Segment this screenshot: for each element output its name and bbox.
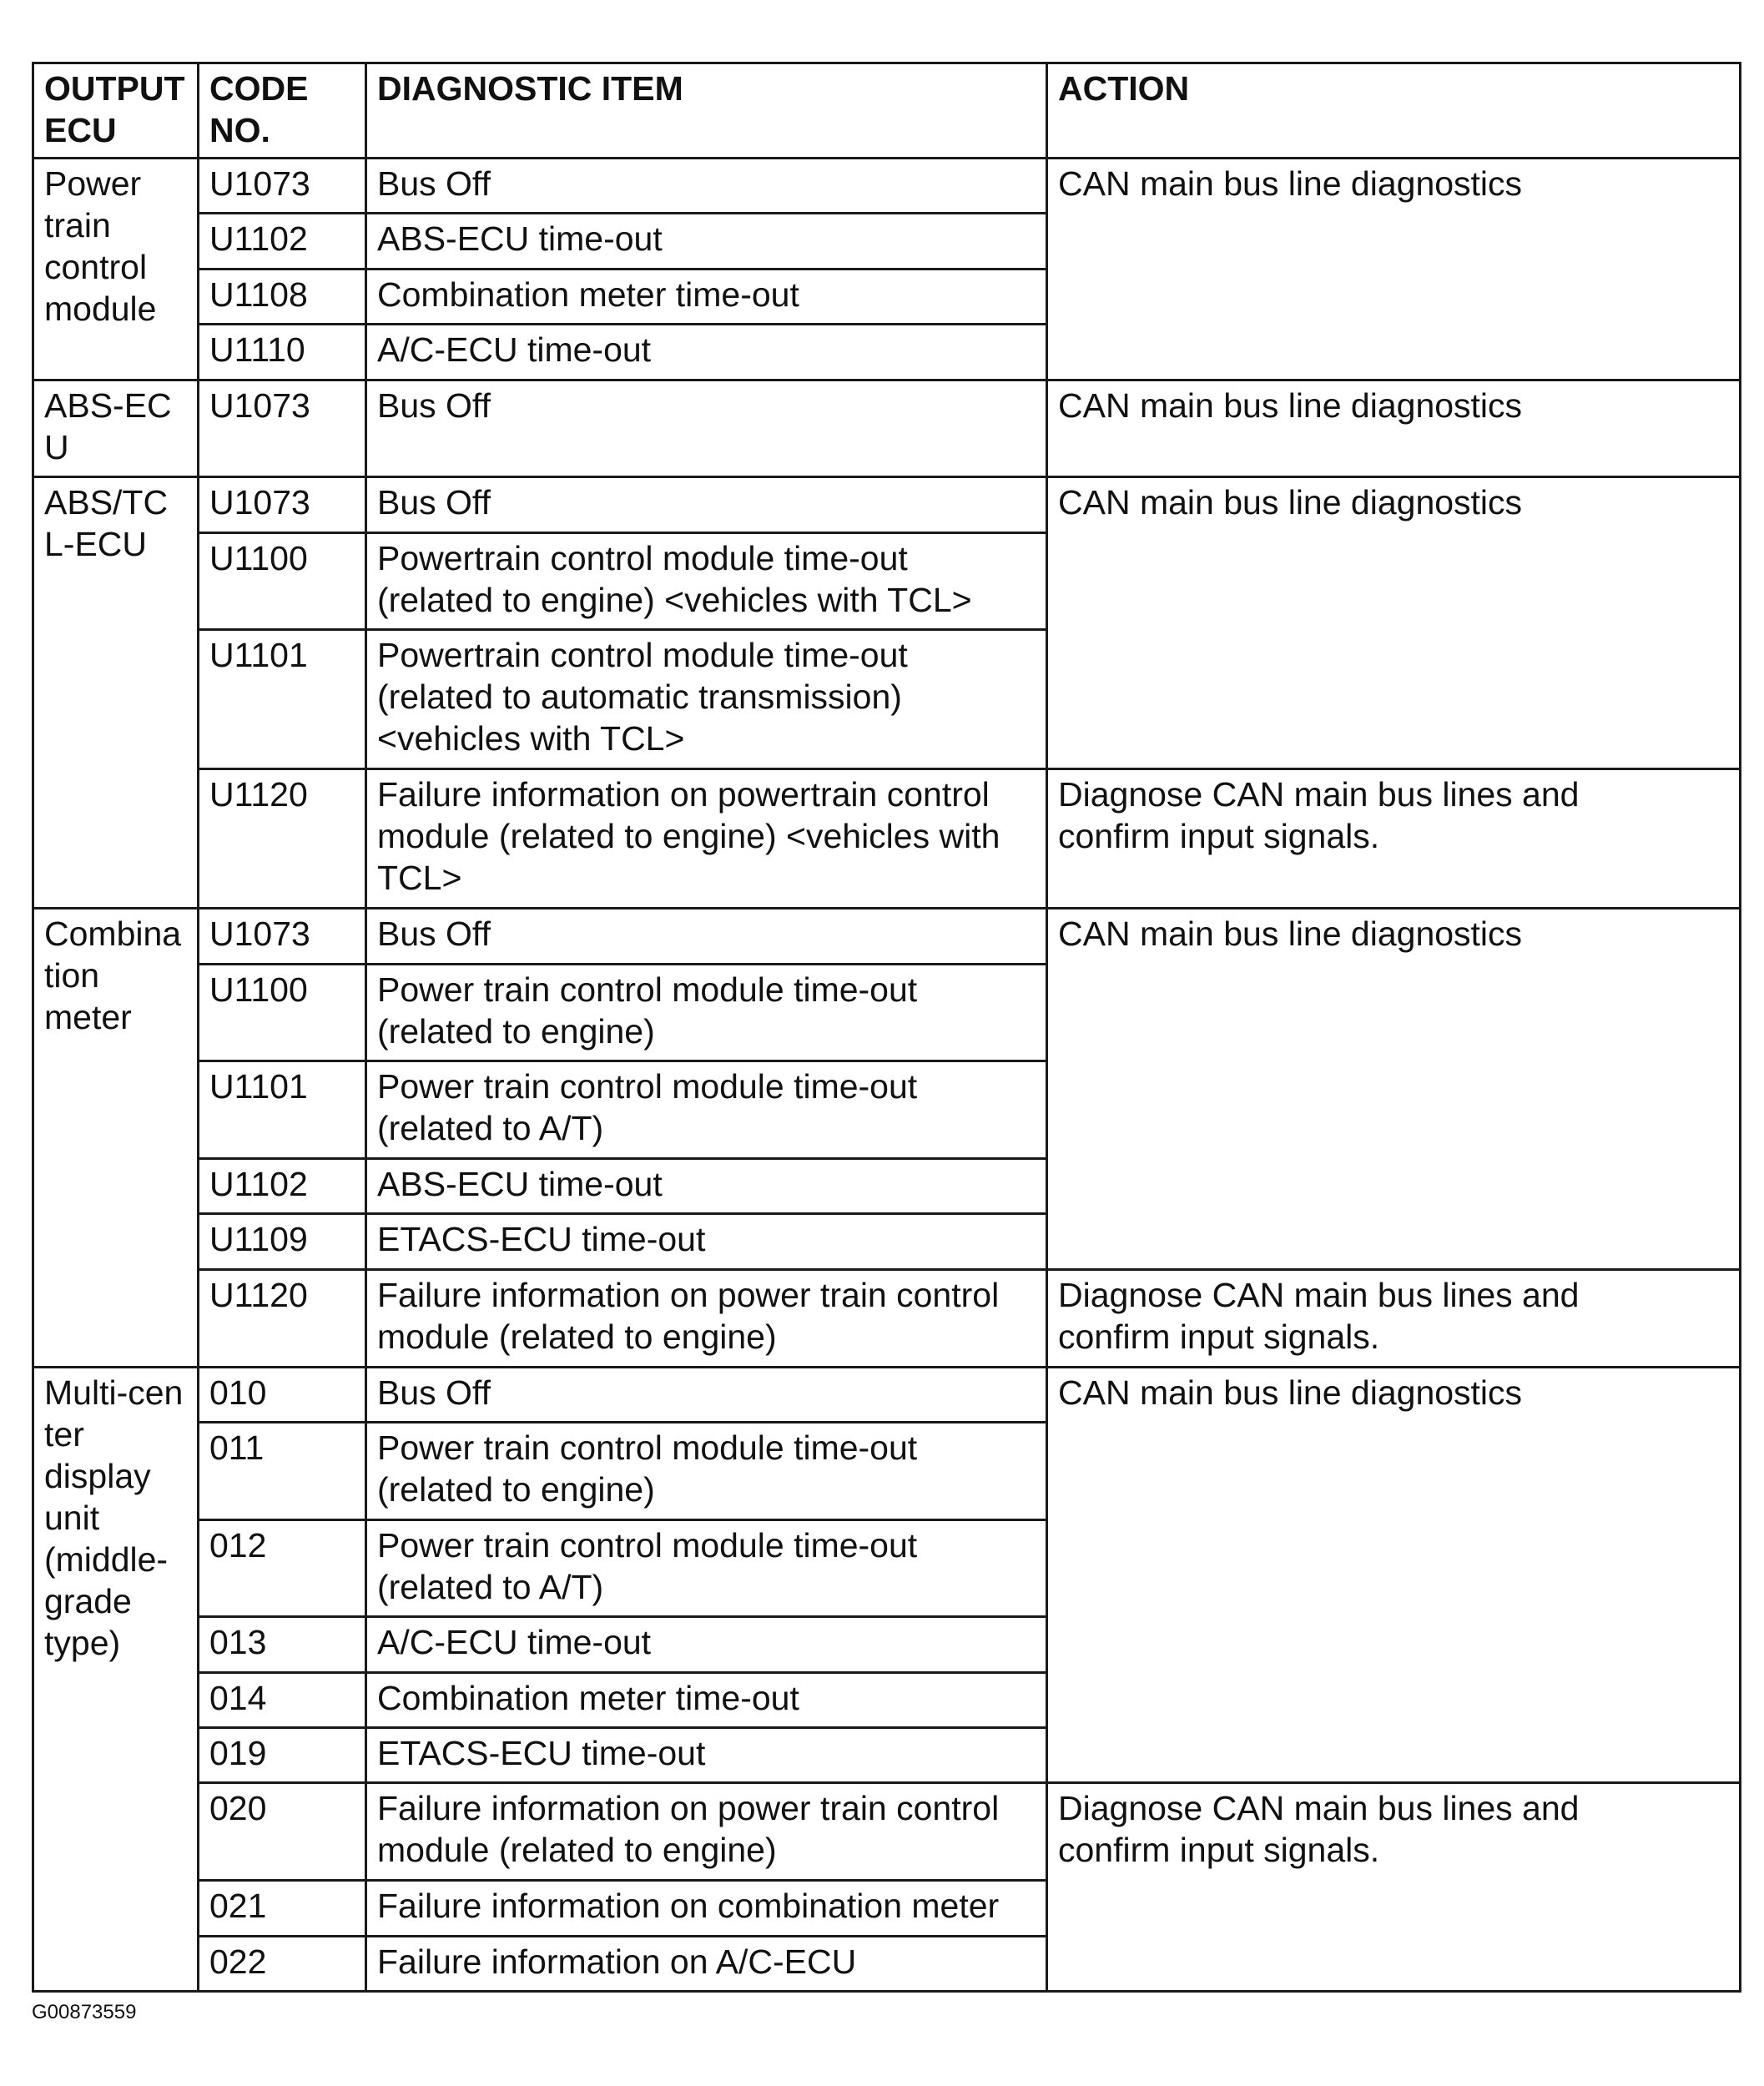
- diagnostic-item-cell: Bus Off: [366, 909, 1047, 964]
- code-cell: U1102: [199, 214, 366, 269]
- diagnostic-item-cell: Bus Off: [366, 1367, 1047, 1422]
- code-cell: 012: [199, 1519, 366, 1617]
- code-cell: 011: [199, 1422, 366, 1519]
- diagnostic-item-cell: Power train control module time-out (related to engine): [366, 1422, 1047, 1519]
- diagnostic-item-cell: ETACS-ECU time-out: [366, 1214, 1047, 1269]
- code-cell: U1109: [199, 1214, 366, 1269]
- action-cell: CAN main bus line diagnostics: [1047, 909, 1741, 1270]
- table-row: [33, 909, 1741, 964]
- output-ecu-cell: ABS-EC U: [33, 380, 199, 477]
- table-row: [33, 380, 1741, 477]
- diagnostic-item-cell: Power train control module time-out (related to A/T): [366, 1061, 1047, 1159]
- code-cell: U1108: [199, 269, 366, 324]
- diagnostic-item-cell: Bus Off: [366, 380, 1047, 477]
- code-cell: U1073: [199, 159, 366, 214]
- diagnostic-item-cell: Failure information on powertrain control module (related to engine) <vehicles with TCL>: [366, 769, 1047, 909]
- header-diagnostic-item: DIAGNOSTIC ITEM: [366, 63, 1047, 159]
- action-cell: CAN main bus line diagnostics: [1047, 159, 1741, 380]
- header-code-no: CODE NO.: [199, 63, 366, 159]
- code-cell: 020: [199, 1783, 366, 1881]
- output-ecu-cell: Power train control module: [33, 159, 199, 380]
- diagnostic-item-cell: Powertrain control module time-out (related to automatic transmission) <vehicles with TCL>: [366, 630, 1047, 769]
- diagnostic-item-cell: A/C-ECU time-out: [366, 325, 1047, 380]
- table-row: [33, 159, 1741, 214]
- diagnostic-item-cell: Failure information on power train control module (related to engine): [366, 1269, 1047, 1367]
- code-cell: U1100: [199, 532, 366, 630]
- diagnostic-item-cell: Failure information on combination meter: [366, 1881, 1047, 1936]
- table-row: [33, 1367, 1741, 1422]
- code-cell: U1100: [199, 964, 366, 1061]
- code-cell: U1102: [199, 1159, 366, 1214]
- figure-id: G00873559: [32, 2001, 137, 2023]
- header-action: ACTION: [1047, 63, 1741, 159]
- code-cell: 022: [199, 1936, 366, 1991]
- code-cell: 021: [199, 1881, 366, 1936]
- action-cell: CAN main bus line diagnostics: [1047, 380, 1741, 477]
- code-cell: 013: [199, 1617, 366, 1672]
- diagnostic-item-cell: A/C-ECU time-out: [366, 1617, 1047, 1672]
- action-cell: CAN main bus line diagnostics: [1047, 477, 1741, 769]
- code-cell: U1101: [199, 630, 366, 769]
- code-cell: U1120: [199, 769, 366, 909]
- header-output-ecu: OUTPUT ECU: [33, 63, 199, 159]
- table-row: [33, 1783, 1741, 1881]
- diagnostic-item-cell: Combination meter time-out: [366, 269, 1047, 324]
- code-cell: U1073: [199, 909, 366, 964]
- code-cell: U1073: [199, 380, 366, 477]
- action-cell: CAN main bus line diagnostics: [1047, 1367, 1741, 1783]
- header-row: [33, 63, 1741, 159]
- output-ecu-cell: Combina tion meter: [33, 909, 199, 1367]
- code-cell: U1120: [199, 1269, 366, 1367]
- code-cell: U1073: [199, 477, 366, 532]
- output-ecu-cell: ABS/TC L-ECU: [33, 477, 199, 909]
- diagnostic-item-cell: ETACS-ECU time-out: [366, 1728, 1047, 1783]
- diagnostic-item-cell: Powertrain control module time-out (related to engine) <vehicles with TCL>: [366, 532, 1047, 630]
- action-cell: Diagnose CAN main bus lines and confirm input signals.: [1047, 769, 1741, 909]
- code-cell: 014: [199, 1672, 366, 1727]
- code-cell: 019: [199, 1728, 366, 1783]
- diagnostic-item-cell: Power train control module time-out (related to A/T): [366, 1519, 1047, 1617]
- diagnostic-item-cell: Failure information on A/C-ECU: [366, 1936, 1047, 1991]
- diagnostic-item-cell: Bus Off: [366, 477, 1047, 532]
- output-ecu-cell: Multi-cen ter display unit (middle- grade type): [33, 1367, 199, 1991]
- diagnostic-item-cell: Combination meter time-out: [366, 1672, 1047, 1727]
- code-cell: U1110: [199, 325, 366, 380]
- action-cell: Diagnose CAN main bus lines and confirm input signals.: [1047, 1783, 1741, 1992]
- table-row: [33, 1269, 1741, 1367]
- diagnostic-item-cell: Bus Off: [366, 159, 1047, 214]
- table-row: [33, 477, 1741, 532]
- action-cell: Diagnose CAN main bus lines and confirm input signals.: [1047, 1269, 1741, 1367]
- table-row: [33, 769, 1741, 909]
- diagnostic-item-cell: Power train control module time-out (related to engine): [366, 964, 1047, 1061]
- code-cell: U1101: [199, 1061, 366, 1159]
- diagnostic-item-cell: ABS-ECU time-out: [366, 1159, 1047, 1214]
- diagnostic-code-table: [32, 62, 1741, 1993]
- diagnostic-item-cell: Failure information on power train control module (related to engine): [366, 1783, 1047, 1881]
- diagnostic-item-cell: ABS-ECU time-out: [366, 214, 1047, 269]
- code-cell: 010: [199, 1367, 366, 1422]
